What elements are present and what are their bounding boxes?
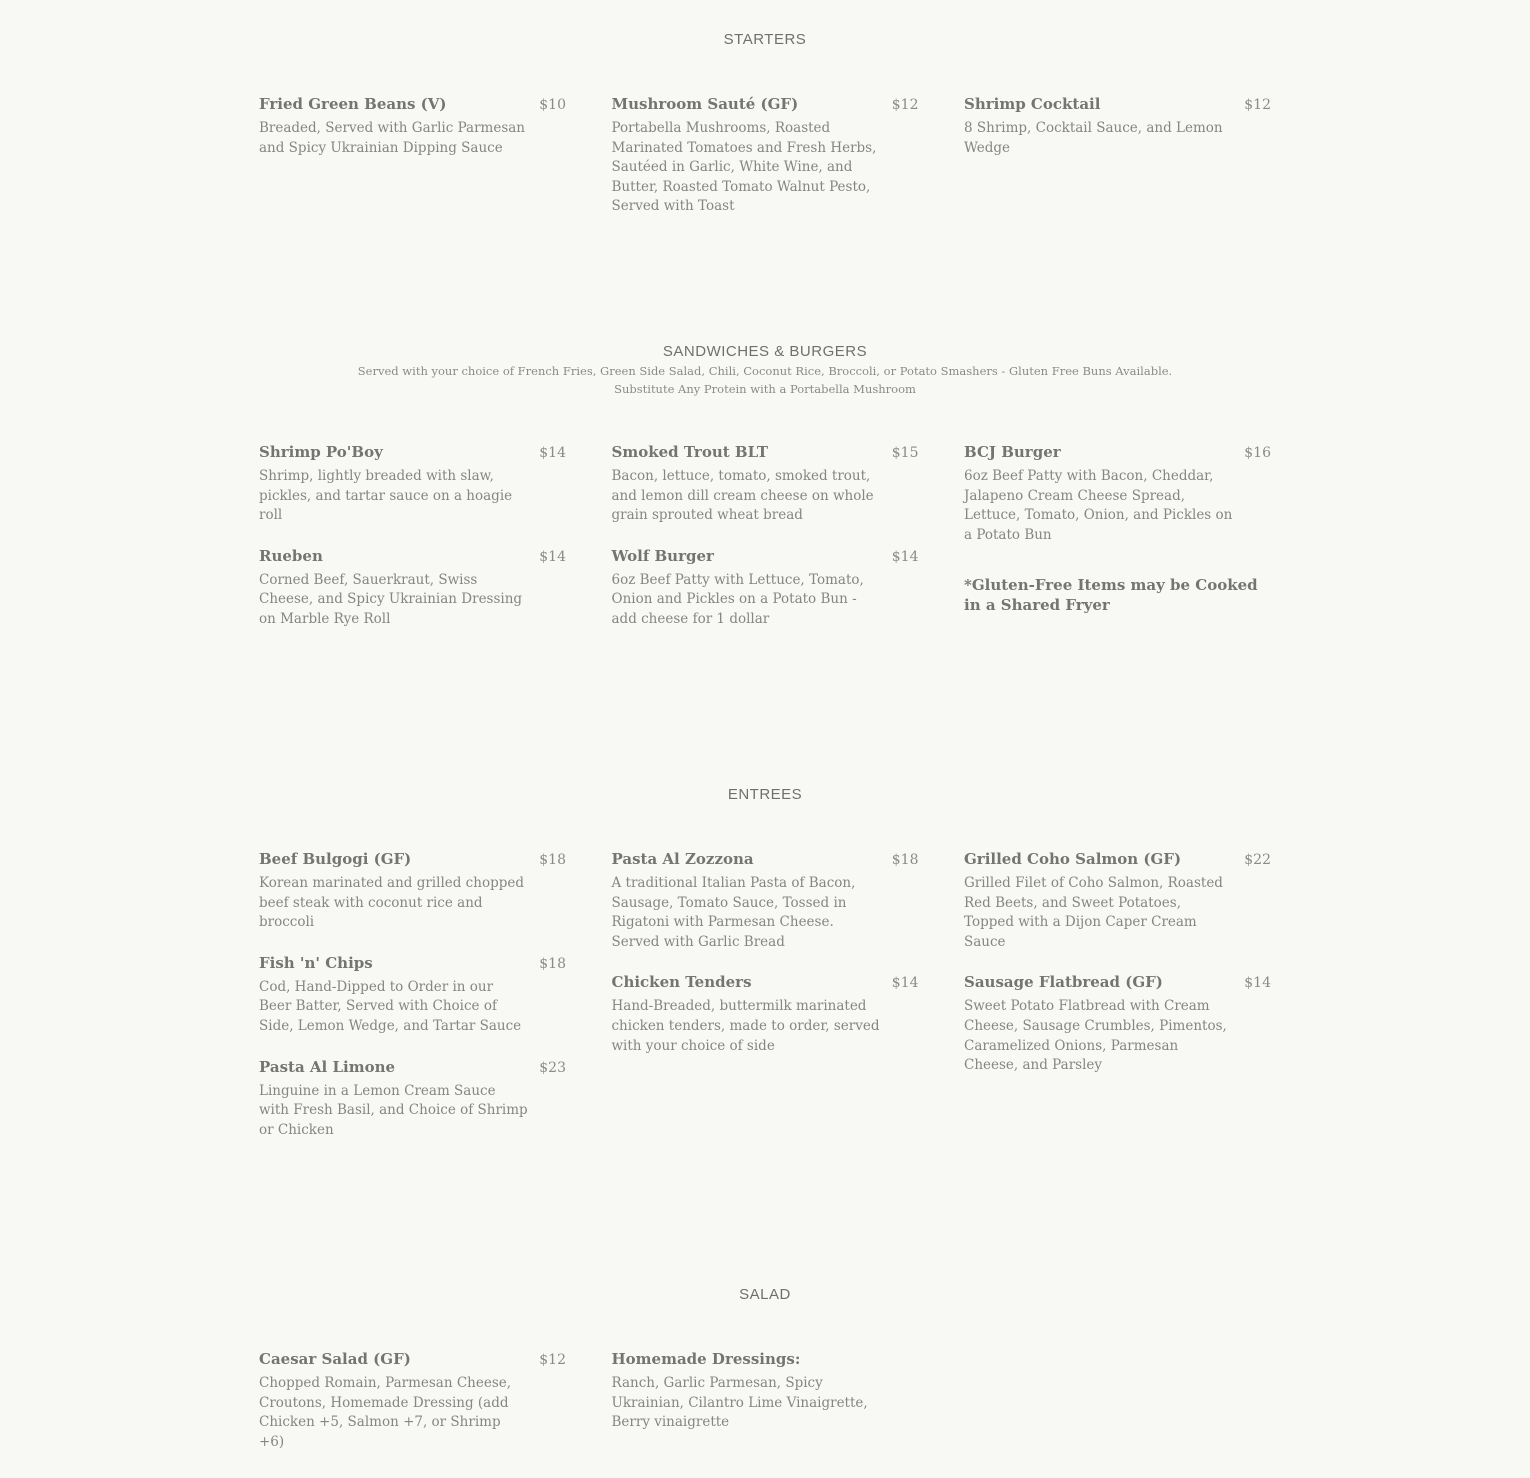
menu-column bbox=[259, 1349, 566, 1472]
menu-item-description: A traditional Italian Pasta of Bacon, Sausage, Tomato Sauce, Tossed in Rigatoni with Parmesan Cheese. Served with Garlic Bread bbox=[611, 875, 856, 950]
salad-section bbox=[0, 1285, 1530, 1305]
menu-item bbox=[259, 546, 566, 630]
menu-item-description: Breaded, Served with Garlic Parmesan and Spicy Ukrainian Dipping Sauce bbox=[259, 120, 526, 156]
menu-item-header bbox=[612, 972, 919, 992]
menu-item-header bbox=[612, 546, 919, 566]
starters-section bbox=[0, 30, 1530, 50]
menu-item bbox=[612, 1349, 919, 1433]
sandwiches-grid bbox=[259, 442, 1271, 650]
menu-item-name: Chicken Tenders bbox=[611, 973, 752, 992]
menu-item-name: BCJ Burger bbox=[964, 443, 1061, 461]
menu-column bbox=[612, 94, 919, 237]
menu-item-name: Shrimp Cocktail bbox=[964, 95, 1101, 113]
section-title-starters: STARTERS bbox=[723, 31, 807, 48]
menu-item-description: Linguine in a Lemon Cream Sauce with Fresh Basil, and Choice of Shrimp or Chicken bbox=[259, 1082, 528, 1138]
menu-item-name: Smoked Trout BLT bbox=[611, 443, 769, 461]
menu-item-description: Hand-Breaded, buttermilk marinated chicken tenders, made to order, served with your choice of side bbox=[611, 998, 880, 1054]
menu-item-price: $14 bbox=[891, 548, 919, 565]
menu-column bbox=[259, 442, 566, 650]
menu-column bbox=[964, 442, 1271, 650]
menu-item-header bbox=[259, 849, 566, 869]
menu-item-description: Corned Beef, Sauerkraut, Swiss Cheese, and Spicy Ukrainian Dressing on Marble Rye Roll bbox=[259, 571, 523, 627]
menu-item bbox=[612, 94, 919, 217]
menu-item-price: $12 bbox=[891, 97, 919, 113]
menu-item-price: $14 bbox=[539, 445, 566, 461]
menu-item bbox=[259, 1349, 566, 1452]
menu-item-description: Ranch, Garlic Parmesan, Spicy Ukrainian, Cilantro Lime Vinaigrette, Berry vinaigrette bbox=[611, 1375, 868, 1431]
menu-item-name: Sausage Flatbread (GF) bbox=[964, 973, 1163, 992]
menu-item-description: Shrimp, lightly breaded with slaw, pickles, and tartar sauce on a hoagie roll bbox=[259, 468, 513, 524]
menu-item-description: Grilled Filet of Coho Salmon, Roasted Red Beets, and Sweet Potatoes, Topped with a Dijon Caper Cream Sauce bbox=[964, 875, 1223, 950]
menu-item-header bbox=[612, 1349, 919, 1369]
sides-note: Served with your choice of French Fries, Green Side Salad, Chili, Coconut Rice, Broccoli, or Potato Smashers - Gluten Free Buns Available. bbox=[357, 364, 1173, 378]
menu-item-description: 6oz Beef Patty with Bacon, Cheddar, Jalapeno Cream Cheese Spread, Lettuce, Tomato, Onion, and Pickles on a Potato Bun bbox=[964, 468, 1233, 543]
menu-item-header bbox=[612, 849, 919, 869]
menu-item-name: Rueben bbox=[259, 546, 323, 565]
menu-item-price: $23 bbox=[539, 1059, 566, 1076]
menu-column bbox=[964, 1349, 1271, 1472]
entrees-grid bbox=[259, 849, 1271, 1160]
menu-item-name: Fried Green Beans (V) bbox=[259, 95, 447, 113]
menu-item-header bbox=[964, 442, 1271, 462]
menu-item-price: $18 bbox=[539, 955, 566, 972]
menu-item-name: Shrimp Po'Boy bbox=[259, 443, 383, 461]
sandwiches-section bbox=[0, 342, 1530, 398]
menu-item-description: Sweet Potato Flatbread with Cream Cheese, Sausage Crumbles, Pimentos, Caramelized Onions, Parmesan Cheese, and Parsley bbox=[964, 998, 1227, 1074]
menu-column bbox=[259, 849, 566, 1160]
menu-item bbox=[612, 972, 919, 1056]
menu-item-price: $10 bbox=[539, 97, 566, 113]
menu-item-name: Mushroom Sauté (GF) bbox=[611, 95, 799, 113]
menu-item bbox=[259, 849, 566, 933]
menu-item-price: $18 bbox=[539, 852, 566, 868]
menu-item-header bbox=[612, 94, 919, 114]
starters-grid bbox=[259, 94, 1271, 237]
menu-item bbox=[612, 546, 919, 630]
menu-item-header bbox=[259, 94, 566, 114]
menu-item-name: Wolf Burger bbox=[611, 546, 714, 565]
menu-item-description: Bacon, lettuce, tomato, smoked trout, and lemon dill cream cheese on whole grain sprouted wheat bread bbox=[611, 468, 874, 524]
menu-item-name: Caesar Salad (GF) bbox=[259, 1350, 411, 1368]
substitute-note: Substitute Any Protein with a Portabella Mushroom bbox=[614, 382, 916, 396]
menu-item bbox=[964, 849, 1271, 952]
menu-item-name: Beef Bulgogi (GF) bbox=[259, 850, 412, 868]
menu-item-price: $16 bbox=[1244, 445, 1271, 461]
menu-item bbox=[259, 953, 566, 1037]
section-title-salad: SALAD bbox=[739, 1286, 791, 1303]
menu-item-price: $15 bbox=[891, 445, 919, 461]
menu-item-header bbox=[259, 953, 566, 973]
section-title-entrees: ENTREES bbox=[727, 786, 803, 803]
menu-item-price: $12 bbox=[539, 1352, 566, 1368]
menu-item-header bbox=[964, 972, 1271, 992]
menu-item-header bbox=[964, 849, 1271, 869]
menu-item-header bbox=[259, 442, 566, 462]
menu-item-header bbox=[259, 546, 566, 566]
menu-item bbox=[964, 442, 1271, 545]
menu-item-name: Fish 'n' Chips bbox=[259, 953, 373, 972]
menu-item-name: Grilled Coho Salmon (GF) bbox=[964, 850, 1182, 868]
menu-item-price: $14 bbox=[891, 975, 919, 992]
entrees-section bbox=[0, 785, 1530, 805]
gluten-free-note: *Gluten-Free Items may be Cooked in a Shared Fryer bbox=[964, 576, 1258, 615]
menu-item-name: Pasta Al Limone bbox=[259, 1057, 396, 1076]
menu-item-description: 6oz Beef Patty with Lettuce, Tomato, Onion and Pickles on a Potato Bun - add cheese for 1 dollar bbox=[611, 571, 864, 627]
menu-item bbox=[259, 1057, 566, 1141]
menu-item-description: Chopped Romain, Parmesan Cheese, Croutons, Homemade Dressing (add Chicken +5, Salmon +7, or Shrimp +6) bbox=[259, 1375, 512, 1450]
menu-item bbox=[612, 849, 919, 952]
menu-item-description: Portabella Mushrooms, Roasted Marinated Tomatoes and Fresh Herbs, Sautéed in Garlic, White Wine, and Butter, Roasted Tomato Walnut Pesto, Served with Toast bbox=[611, 120, 877, 215]
menu-column bbox=[612, 1349, 919, 1472]
menu-item-description: 8 Shrimp, Cocktail Sauce, and Lemon Wedge bbox=[964, 120, 1223, 156]
menu-item-header bbox=[259, 1349, 566, 1369]
menu-item bbox=[964, 972, 1271, 1075]
menu-item-header bbox=[612, 442, 919, 462]
menu-item-price: $14 bbox=[1244, 975, 1271, 992]
menu-item bbox=[259, 94, 566, 158]
menu-column bbox=[964, 94, 1271, 237]
menu-item-price: $22 bbox=[1244, 852, 1271, 868]
menu-column bbox=[612, 442, 919, 650]
menu-item-name: Pasta Al Zozzona bbox=[611, 850, 754, 868]
menu-item-price: $12 bbox=[1244, 97, 1271, 113]
menu-item-price: $14 bbox=[539, 548, 566, 565]
menu-item-description: Cod, Hand-Dipped to Order in our Beer Batter, Served with Choice of Side, Lemon Wedge, and Tartar Sauce bbox=[259, 978, 522, 1034]
menu-item bbox=[612, 442, 919, 526]
menu-column bbox=[612, 849, 919, 1160]
menu-item bbox=[259, 442, 566, 526]
menu-item-description: Korean marinated and grilled chopped beef steak with coconut rice and broccoli bbox=[259, 875, 524, 931]
salad-grid bbox=[259, 1349, 1271, 1472]
menu-item-name: Homemade Dressings: bbox=[611, 1350, 801, 1368]
menu-column bbox=[259, 94, 566, 237]
menu-item-header bbox=[259, 1057, 566, 1077]
menu-item bbox=[964, 94, 1271, 158]
menu-item-header bbox=[964, 94, 1271, 114]
menu-column bbox=[964, 849, 1271, 1160]
section-title-sandwiches: SANDWICHES & BURGERS bbox=[662, 343, 868, 360]
menu-item-price: $18 bbox=[891, 852, 919, 868]
